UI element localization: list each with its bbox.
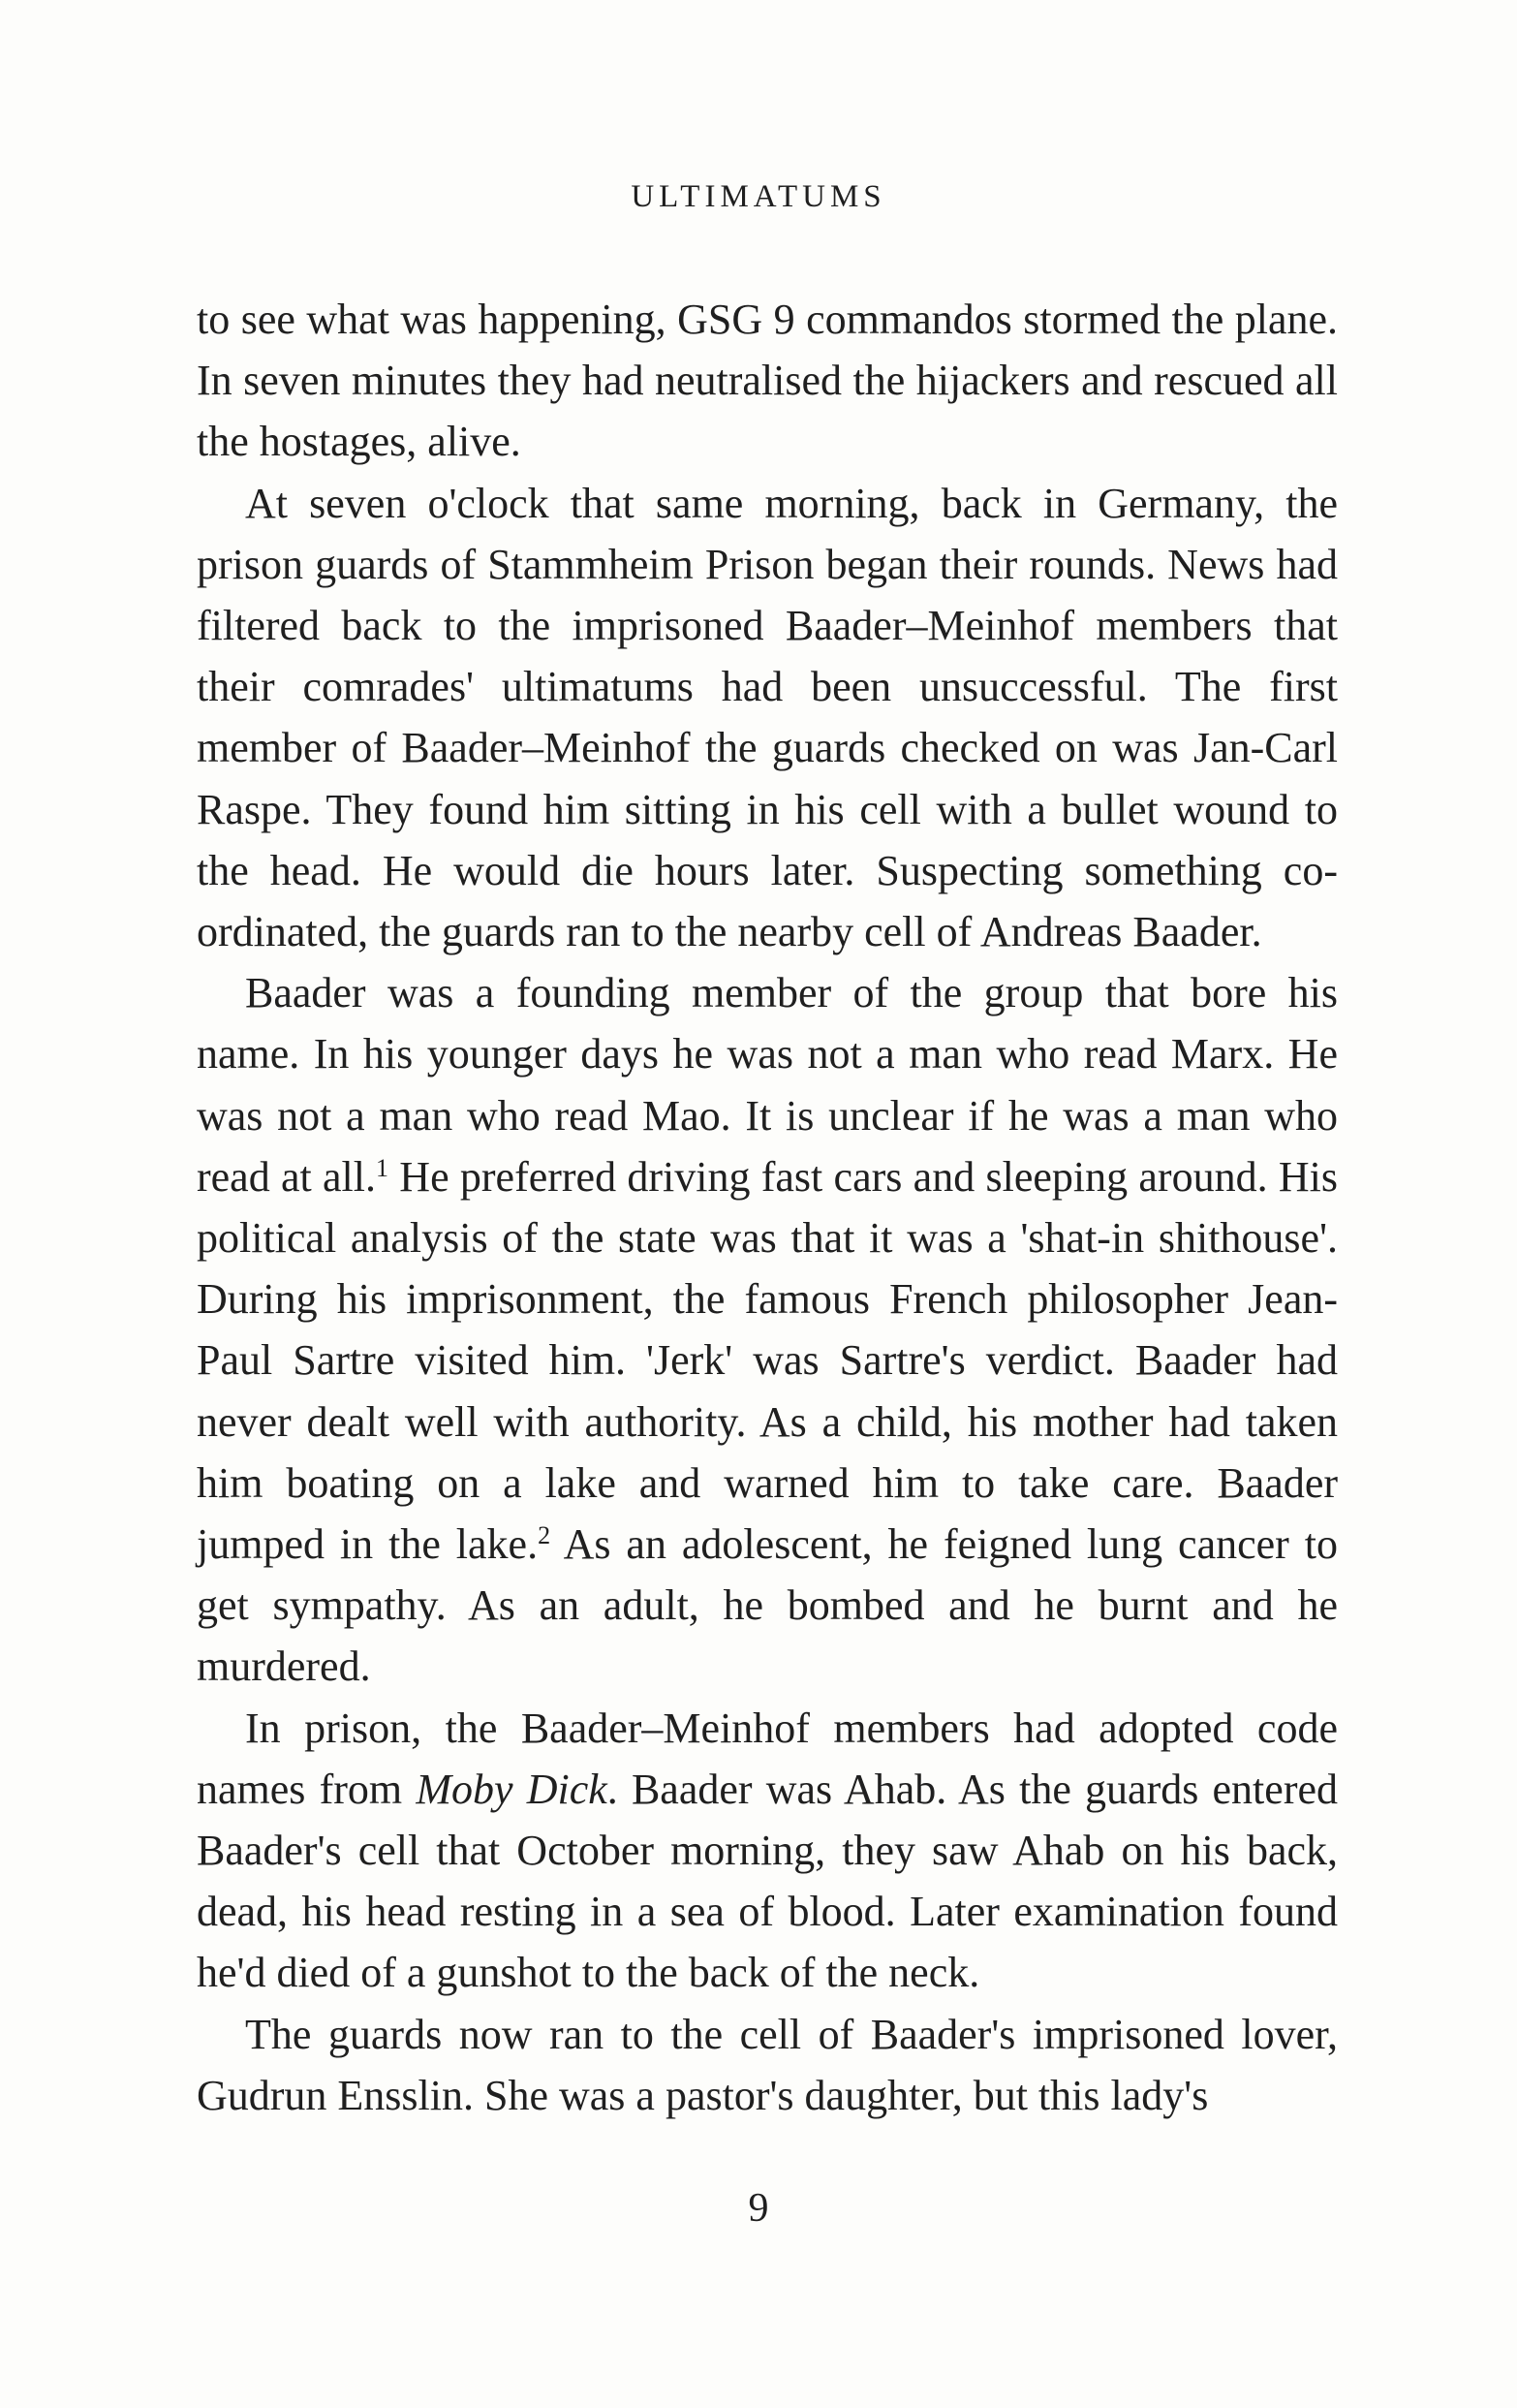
paragraph-1: [197, 289, 1338, 473]
body-text: [197, 289, 1338, 2126]
paragraph-2-text: At seven o'clock that same morning, back in Germany, the prison guards of Stammheim Prison began their rounds. News had filtered back to the imprisoned Baader–Meinhof members that their comrades' ultimatums had been unsuccessful. The first member of Baader–Meinhof the guards checked on was Jan-Carl Raspe. They found him sitting in his cell with a bullet wound to the head. He would die hours later. Suspecting something co-ordinated, the guards ran to the nearby cell of Andreas Baader.: [197, 479, 1338, 956]
paragraph-4-text-a: In prison, the Baader–Meinhof members had adopted code names from: [197, 1704, 1338, 1813]
paragraph-3-text-b: He preferred driving fast cars and sleeping around. His political analysis of the state was that it was a 'shat-in shithouse'. During his imprisonment, the famous French philosopher Jean-Paul Sartre visited him. 'Jerk' was Sartre's verdict. Baader had never dealt well with authority. As a child, his mother had taken him boating on a lake and warned him to take care. Baader jumped in the lake.: [197, 1152, 1338, 1569]
page-number: 9: [748, 2186, 769, 2231]
footnote-ref-1: 1: [376, 1153, 389, 1182]
paragraph-5: [197, 2004, 1338, 2126]
paragraph-2: [197, 473, 1338, 963]
paragraph-3: [197, 962, 1338, 1697]
paragraph-3-text-c: As an adolescent, he feigned lung cancer to get sympathy. As an adult, he bombed and he burnt and he murdered.: [197, 1520, 1338, 1691]
paragraph-4: [197, 1698, 1338, 2004]
paragraph-3-text-a: Baader was a founding member of the group that bore his name. In his younger days he was not a man who read Marx. He was not a man who read Mao. It is unclear if he was a man who read at all.: [197, 969, 1338, 1201]
paragraph-5-text: The guards now ran to the cell of Baader's imprisoned lover, Gudrun Ensslin. She was a pastor's daughter, but this lady's: [197, 2010, 1338, 2119]
book-title-moby-dick: Moby Dick: [416, 1765, 607, 1813]
footnote-ref-2: 2: [538, 1521, 551, 1550]
paragraph-1-text: to see what was happening, GSG 9 commandos stormed the plane. In seven minutes they had neutralised the hijackers and rescued all the hostages, alive.: [197, 296, 1338, 466]
running-head: ULTIMATUMS: [631, 179, 886, 214]
paragraph-4-text-b: . Baader was Ahab. As the guards entered Baader's cell that October morning, they saw Ahab on his back, dead, his head resting in a sea of blood. Later examination found he'd died of a gunshot to the back of the neck.: [197, 1765, 1338, 1997]
